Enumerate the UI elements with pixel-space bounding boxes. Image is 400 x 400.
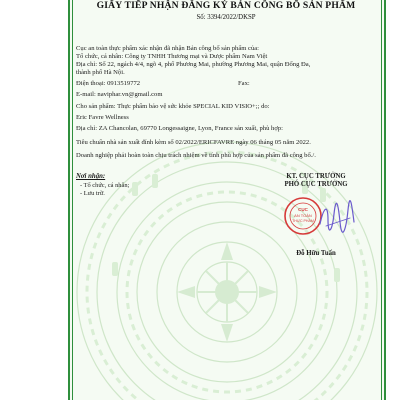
signature-line-2: PHÓ CỤC TRƯỞNG <box>284 181 348 188</box>
address-line-2: thành phố Hà Nội. <box>76 69 125 76</box>
responsibility: Doanh nghiệp phải hoàn toàn chịu trách nhiệm về tính phù hợp của sản phẩm đã công bố./. <box>76 152 316 159</box>
seal-text-bot: THỰC PHẨM <box>292 219 314 223</box>
signer-name: Đỗ Hữu Tuấn <box>296 250 336 257</box>
recipient-item: - Tổ chức, cá nhân; <box>80 182 130 189</box>
bronze-drum-watermark <box>72 122 382 400</box>
seal-text-mid: AN TOÀN <box>294 213 312 218</box>
signature-title <box>256 173 376 189</box>
signature-line-1: KT. CỤC TRƯỞNG <box>286 173 346 180</box>
document-title: GIẤY TIẾP NHẬN ĐĂNG KÝ BẢN CÔNG BỐ SẢN PHẨM <box>96 0 356 11</box>
handwritten-signature <box>316 196 358 238</box>
fax: Fax: <box>238 80 250 87</box>
product: Cho sản phẩm: Thực phẩm bảo vệ sức khỏe SPECIAL KID VISIO+;; do: <box>76 103 270 110</box>
recipient-item: - Lưu trữ. <box>80 190 105 197</box>
manufacturer-address: Địa chỉ: ZA Chancolan, 69770 Longessaigne, Lyon, France sản xuất, phù hợp: <box>76 125 283 132</box>
manufacturer: Eric Favre Wellness <box>76 114 129 121</box>
intro-text: Cục an toàn thực phẩm xác nhận đã nhận Bản công bố sản phẩm của: <box>76 45 260 52</box>
standard: Tiêu chuẩn nhà sản xuất đính kèm số 02/2022/ERICFAVRE ngày 06 tháng 05 năm 2022. <box>76 139 311 146</box>
phone: Điện thoại: 0913519772 <box>76 80 141 87</box>
seal-text-top: CỤC <box>298 207 308 212</box>
document-number: Số: 3394/2022/DKSP <box>196 14 256 21</box>
email: E-mail: naviphar.vn@gmail.com <box>76 91 163 98</box>
address-line-1: Địa chỉ: Số 22, ngách 4/4, ngõ 4, phố Phương Mai, phường Phương Mai, quận Đống Đa, <box>76 61 311 68</box>
organization: Tổ chức, cá nhân: Công ty TNHH Thương mại và Dược phẩm Nam Việt <box>76 53 268 60</box>
recipients-title: Nơi nhận: <box>76 173 106 180</box>
